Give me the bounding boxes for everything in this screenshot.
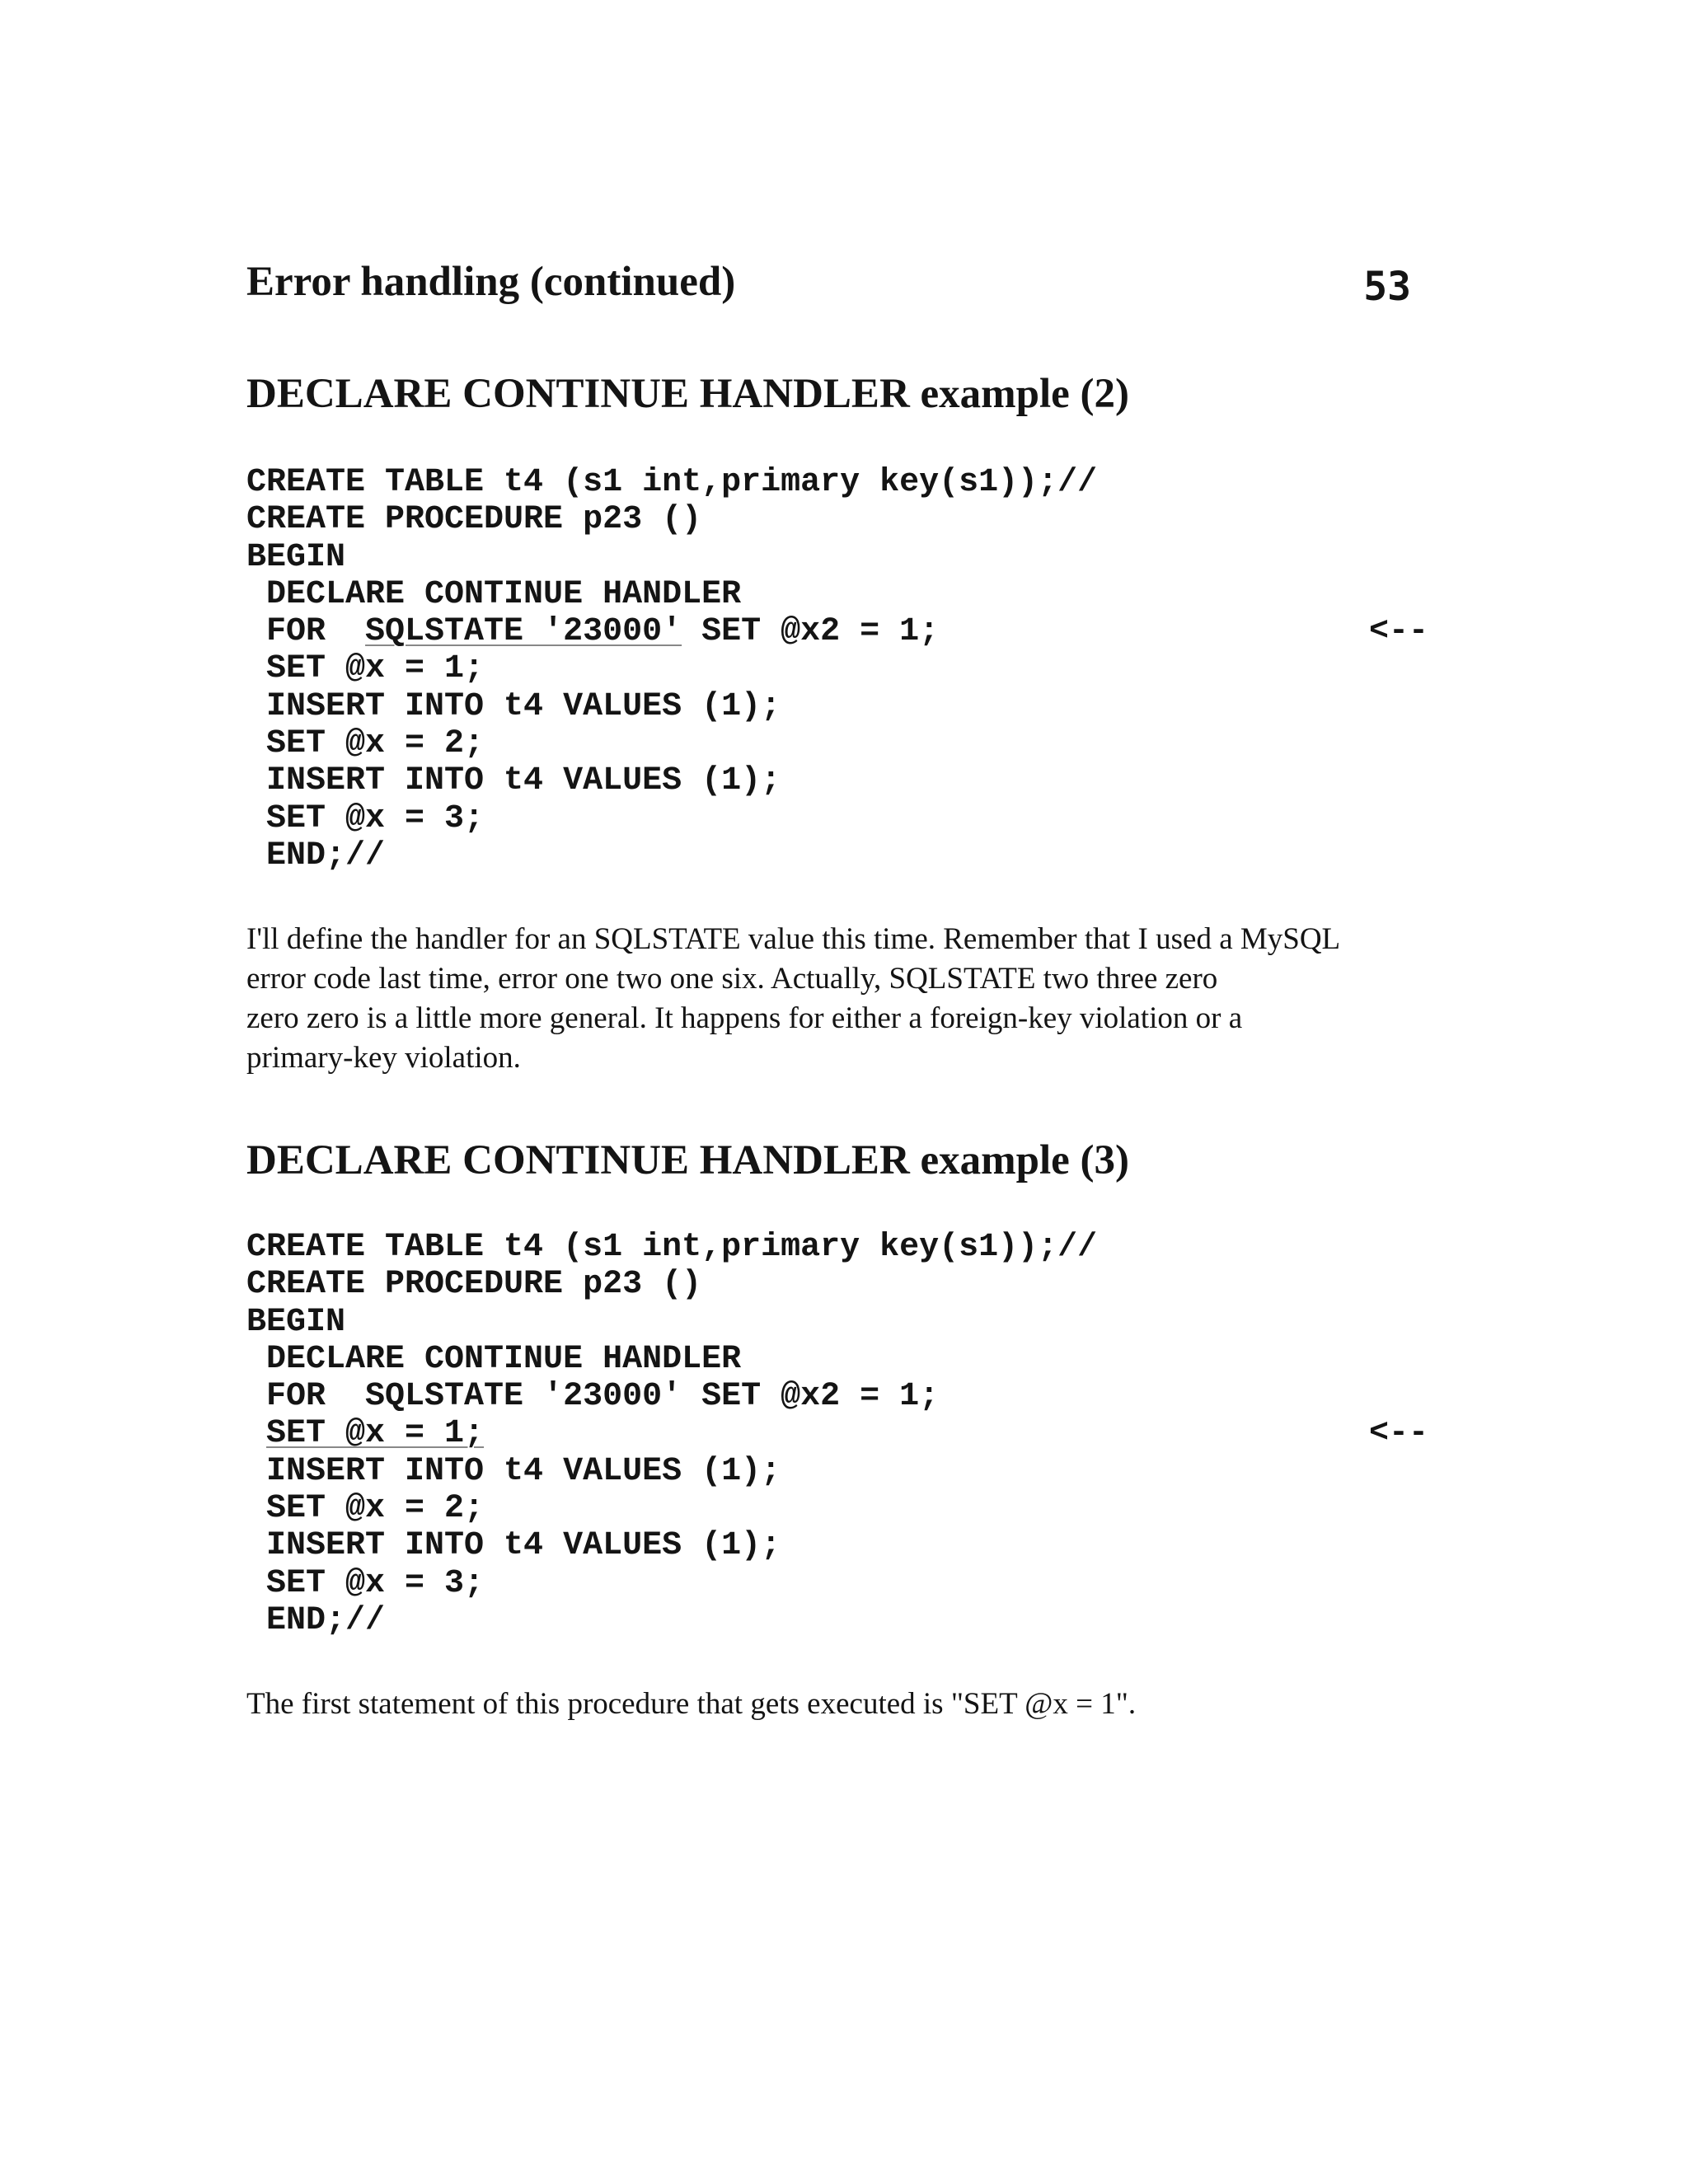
code-line: DECLARE CONTINUE HANDLER (246, 1340, 742, 1378)
code-line: SET @x = 2; (246, 1490, 485, 1528)
code-line-highlighted: FOR SQLSTATE '23000' SET @x2 = 1; <-- (246, 613, 1429, 651)
section-heading-example-3: DECLARE CONTINUE HANDLER example (3) (246, 1137, 1130, 1183)
highlighted-sqlstate: SQLSTATE '23000' (365, 613, 682, 651)
code-line: BEGIN (246, 1303, 346, 1341)
paragraph-line: I'll define the handler for an SQLSTATE value this time. Remember that I used a MySQL (246, 922, 1341, 956)
code-line: SET @x = 3; (246, 799, 485, 837)
code-line: END;// (246, 837, 386, 874)
paragraph-line: primary-key violation. (246, 1041, 521, 1075)
code-block-example-3 (246, 1229, 1433, 1639)
code-line: END;// (246, 1601, 386, 1639)
code-line: INSERT INTO t4 VALUES (1); (246, 687, 781, 725)
section-heading-example-2: DECLARE CONTINUE HANDLER example (2) (246, 371, 1130, 417)
page-number: 53 (1363, 264, 1411, 310)
code-line: CREATE TABLE t4 (s1 int,primary key(s1));// (246, 464, 1098, 501)
paragraph-example-2 (246, 920, 1442, 1078)
code-line: DECLARE CONTINUE HANDLER (246, 575, 742, 613)
paragraph-line: zero zero is a little more general. It happens for either a foreign-key violation or a (246, 1001, 1243, 1035)
code-line: SET @x = 3; (246, 1564, 485, 1602)
paragraph-example-3 (246, 1685, 1442, 1724)
code-line: BEGIN (246, 538, 346, 576)
code-line: CREATE PROCEDURE p23 () (246, 501, 702, 539)
code-line: CREATE TABLE t4 (s1 int,primary key(s1));// (246, 1229, 1098, 1266)
paragraph-line: error code last time, error one two one six. Actually, SQLSTATE two three zero (246, 962, 1218, 996)
paragraph-line: The first statement of this procedure that gets executed is "SET @x = 1". (246, 1687, 1137, 1721)
running-header (246, 257, 1417, 315)
arrow-marker: <-- (1369, 613, 1429, 651)
arrow-marker: <-- (1369, 1415, 1429, 1453)
code-line: CREATE PROCEDURE p23 () (246, 1266, 702, 1304)
code-line: INSERT INTO t4 VALUES (1); (246, 1527, 781, 1565)
code-line: INSERT INTO t4 VALUES (1); (246, 762, 781, 800)
code-line: SET @x = 2; (246, 725, 485, 763)
running-title: Error handling (continued) (246, 259, 736, 305)
code-line: INSERT INTO t4 VALUES (1); (246, 1452, 781, 1490)
code-block-example-2 (246, 464, 1433, 874)
code-line-highlighted (246, 1415, 1433, 1452)
code-line: FOR SQLSTATE '23000' SET @x2 = 1; (246, 1378, 940, 1416)
code-line: SET @x = 1; (246, 650, 485, 688)
highlighted-set-statement: SET @x = 1; (266, 1415, 485, 1453)
